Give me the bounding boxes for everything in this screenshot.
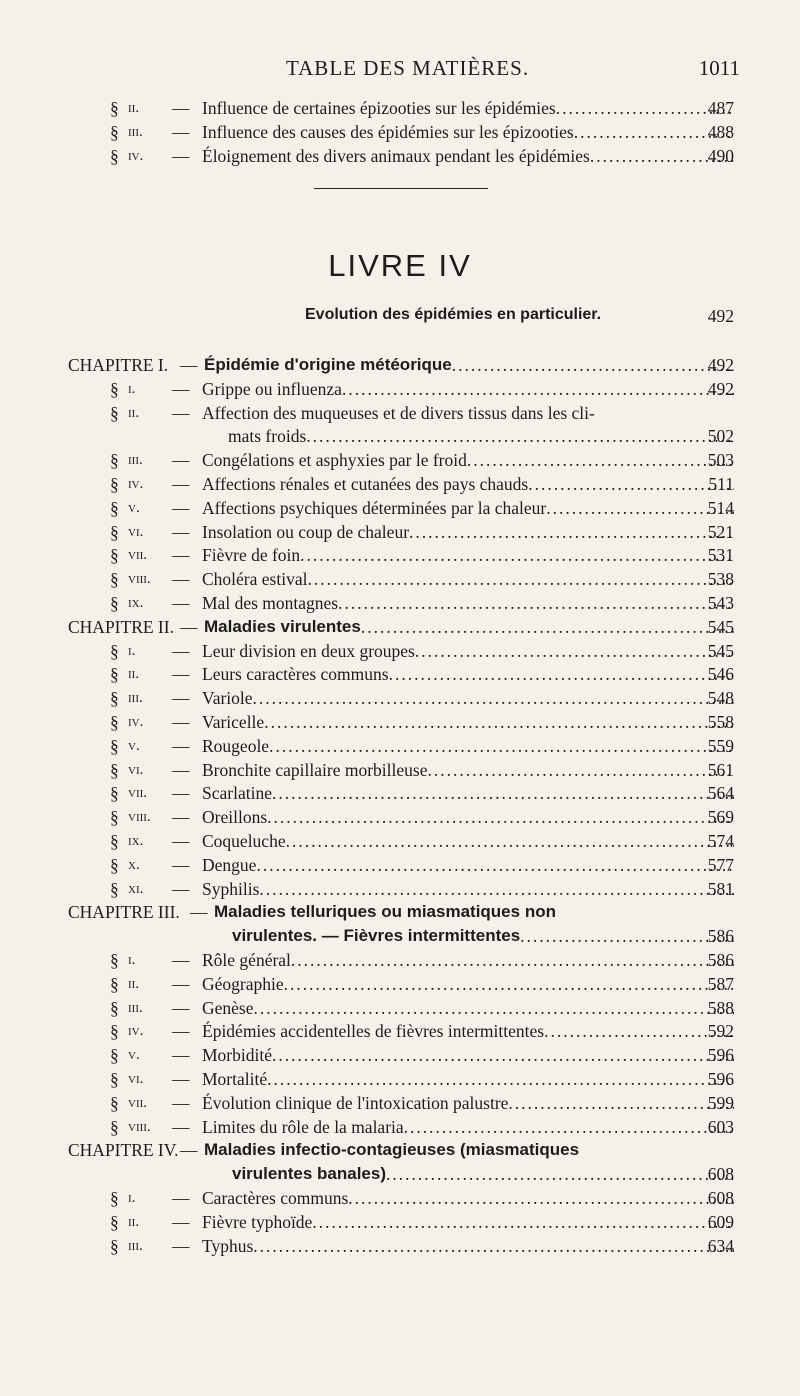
- section-sign: §: [110, 402, 119, 423]
- section-page: 514: [707, 497, 734, 518]
- section-sign: §: [110, 1092, 119, 1113]
- section-sign: §: [110, 569, 119, 590]
- section-page: 546: [707, 664, 734, 685]
- section-page: 538: [707, 569, 734, 590]
- section-title: Influence de certaines épizooties sur les épidémies: [202, 98, 556, 118]
- section-page: 511: [708, 474, 734, 494]
- chapter-page: 586: [707, 926, 734, 947]
- chapter-title: Maladies telluriques ou miasmatiques non: [214, 902, 556, 922]
- section-page: 596: [707, 1045, 734, 1066]
- section-number: i.: [128, 380, 136, 397]
- section-page: 586: [707, 950, 734, 970]
- section-title: Syphilis: [202, 878, 260, 899]
- section-number: iii.: [128, 1237, 143, 1254]
- section-title: Congélations et asphyxies par le froid: [202, 450, 467, 471]
- section-number: vi.: [128, 761, 144, 778]
- section-page: 596: [707, 1069, 734, 1089]
- chapter-page: 492: [707, 355, 734, 375]
- section-sign: §: [110, 1069, 119, 1089]
- section-title: Genèse: [202, 997, 254, 1018]
- section-page: 603: [707, 1116, 734, 1137]
- section-sign: §: [110, 759, 119, 780]
- section-sign: §: [110, 854, 119, 875]
- section-title: Affection des muqueuses et de divers tissus dans les cli-: [202, 402, 595, 423]
- section-number: i.: [128, 1190, 136, 1206]
- section-sign: §: [110, 1116, 119, 1137]
- section-number: iii.: [128, 124, 143, 140]
- section-page: 490: [707, 146, 734, 166]
- section-number: x.: [128, 856, 140, 873]
- section-sign: §: [110, 474, 119, 494]
- section-sign: §: [110, 545, 119, 566]
- chapter-label: CHAPITRE IV.: [68, 1140, 179, 1161]
- section-number: vi.: [128, 523, 144, 540]
- section-number: i.: [128, 952, 136, 968]
- section-title: Fièvre typhoïde: [202, 1211, 313, 1232]
- section-page: 574: [707, 831, 734, 851]
- section-number: v.: [128, 1047, 140, 1064]
- section-title: Choléra estival: [202, 569, 308, 590]
- section-title: Éloignement des divers animaux pendant les épidémies: [202, 146, 590, 166]
- section-number: iii.: [128, 999, 143, 1016]
- section-sign: §: [110, 497, 119, 518]
- section-title: Limites du rôle de la malaria: [202, 1116, 404, 1137]
- section-number: ii.: [128, 1213, 140, 1230]
- section-sign: §: [110, 831, 119, 851]
- chapter-title: Épidémie d'origine météorique: [204, 355, 452, 374]
- section-page: 558: [707, 712, 734, 732]
- livre-title: LIVRE IV: [328, 248, 472, 283]
- section-sign: §: [110, 450, 119, 471]
- section-title: Coqueluche: [202, 831, 286, 851]
- section-page: 488: [707, 122, 734, 142]
- section-title: Dengue: [202, 854, 257, 875]
- section-page: 564: [707, 783, 734, 804]
- section-sign: §: [110, 98, 119, 118]
- chapter-title: Maladies virulentes: [204, 616, 361, 636]
- section-number: viii.: [128, 571, 151, 588]
- section-page: 634: [707, 1235, 734, 1256]
- section-sign: §: [110, 593, 119, 613]
- section-sign: §: [110, 712, 119, 732]
- section-title: Leurs caractères communs: [202, 664, 389, 685]
- section-sign: §: [110, 783, 119, 804]
- section-page: 543: [707, 593, 734, 613]
- section-title-continued: mats froids: [228, 426, 307, 447]
- section-sign: §: [110, 688, 119, 709]
- section-sign: §: [110, 664, 119, 685]
- section-sign: §: [110, 521, 119, 542]
- section-number: ix.: [128, 595, 144, 611]
- section-sign: §: [110, 997, 119, 1018]
- section-number: viii.: [128, 1118, 151, 1135]
- section-title: Mal des montagnes: [202, 593, 339, 613]
- running-head-title: TABLE DES MATIÈRES.: [286, 56, 530, 80]
- section-sign: §: [110, 1021, 119, 1042]
- section-page: 569: [707, 807, 734, 828]
- section-page: 559: [707, 735, 734, 756]
- section-title: Épidémies accidentelles de fièvres intermittentes: [202, 1021, 545, 1042]
- section-number: vii.: [128, 1094, 148, 1111]
- section-page: 487: [707, 98, 734, 118]
- section-sign: §: [110, 973, 119, 994]
- section-number: viii.: [128, 809, 151, 826]
- section-title: Varicelle: [202, 712, 265, 732]
- section-title: Rôle général: [202, 950, 291, 970]
- section-page: 599: [707, 1092, 734, 1113]
- section-page: 588: [707, 997, 734, 1018]
- section-number: vii.: [128, 547, 148, 564]
- section-number: vii.: [128, 785, 148, 802]
- section-number: iv.: [128, 714, 144, 730]
- section-page: 592: [707, 1021, 734, 1042]
- section-title: Morbidité: [202, 1045, 272, 1066]
- section-page: 561: [707, 759, 734, 780]
- section-title: Typhus: [202, 1235, 254, 1256]
- section-sign: §: [110, 807, 119, 828]
- section-sign: §: [110, 1211, 119, 1232]
- section-number: ii.: [128, 404, 140, 421]
- section-page: 609: [707, 1211, 734, 1232]
- section-title: Grippe ou influenza: [202, 378, 342, 399]
- section-title: Bronchite capillaire morbilleuse: [202, 759, 428, 780]
- section-title: Variole: [202, 688, 253, 709]
- section-title: Affections psychiques déterminées par la chaleur: [202, 497, 547, 518]
- section-number: v.: [128, 499, 140, 516]
- section-sign: §: [110, 146, 119, 166]
- livre-page: 492: [707, 306, 734, 326]
- section-number: iv.: [128, 148, 144, 164]
- divider-rule: [314, 188, 488, 189]
- section-number: iii.: [128, 452, 143, 469]
- section-number: ii.: [128, 100, 140, 116]
- section-title: Géographie: [202, 973, 284, 994]
- section-sign: §: [110, 1045, 119, 1066]
- chapter-title: Maladies infectio-contagieuses (miasmatiques: [204, 1140, 580, 1160]
- section-title: Scarlatine: [202, 783, 272, 804]
- section-number: iv.: [128, 476, 144, 492]
- section-page: 502: [707, 426, 734, 447]
- section-title: Caractères communs: [202, 1188, 349, 1208]
- section-title: Évolution clinique de l'intoxication palustre: [202, 1092, 509, 1113]
- chapter-title-continued: virulentes banales): [232, 1164, 387, 1184]
- section-number: ix.: [128, 833, 144, 849]
- section-page: 548: [707, 688, 734, 709]
- section-sign: §: [110, 950, 119, 970]
- section-title: Oreillons: [202, 807, 268, 828]
- chapter-label: CHAPITRE I.: [68, 355, 169, 375]
- section-title: Affections rénales et cutanées des pays chauds: [202, 474, 529, 494]
- section-page: 503: [707, 450, 734, 471]
- book-page: TABLE DES MATIÈRES. 1011 § ii. — Influence de certaines épizooties sur les épidémies ..... 487 § iii. — Influence des causes des épidémies sur les épizooties ..... 488 § iv. — Éloignement des divers animaux pendant les épidémies ..... 490 LIVRE IV Evolution des épidémies en particulier. 492 CHAPITRE I. — Épidémie d'origine météorique ..... 492 § i. — Grippe ou influenza ..... 492 § ii. — Affection des muqueuses et de divers tissus dans les cli- mats froids ..... 502 § iii. — Congélations et asphyxies par le froid ..... 503 § iv. — Affections rénales et cutanées des pays chauds ..... 511 § v. — Affections psychiques déterminées par la chaleur ..... 514 § vi. — Insolation ou coup de chaleur ..... 521 § vii. — Fièvre de foin ..... 531 § viii. — Choléra estival ..... 538 § ix. — Mal des montagnes ..... 543 CHAPITRE II. — Maladies virulentes ..... 545 § i. — Leur division en deux groupes ..... 545 § ii. — Leurs caractères communs ..... 546 § iii. — Variole ..... 548 § iv. — Varicelle ..... 558 § v. — Rougeole ..... 559 § vi. — Bronchite capillaire morbilleuse ..... 561 § vii. — Scarlatine ..... 564 § viii. — Oreillons ..... 569 § ix. — Coqueluche ..... 574 § x. — Dengue ..... 577 § xi. — Syphilis ..... 581 CHAPITRE III. — Maladies telluriques ou miasmatiques non virulentes. — Fièvres intermittentes ..... 586 § i. — Rôle général ..... 586 § ii. — Géographie ..... 587 § iii. — Genèse ..... 588 § iv. — Épidémies accidentelles de fièvres intermittentes ..... 592 § v. — Morbidité ..... 596 § vi. — Mortalité ..... 596 § vii. — Évolution clinique de l'intoxication palustre ..... 599 § viii. — Limites du rôle de la malaria ..... 603 CHAPITRE IV. — Maladies infectio-contagieuses (miasmatiques virulentes banales) ..... 608 § i. — Caractères communs ..... 608 § ii. — Fièvre typhoïde ..... 609 § iii. — Typhus ..... 634: [0, 0, 800, 1396]
- section-page: 545: [707, 640, 734, 661]
- chapter-label: CHAPITRE II.: [68, 616, 174, 637]
- section-page: 531: [707, 545, 734, 566]
- section-page: 587: [707, 973, 734, 994]
- section-number: xi.: [128, 880, 144, 897]
- section-title: Leur division en deux groupes: [202, 640, 415, 661]
- chapter-page: 608: [707, 1164, 734, 1185]
- section-page: 521: [707, 521, 734, 542]
- chapter-page: 545: [707, 616, 734, 637]
- page-number: 1011: [698, 56, 740, 80]
- section-number: ii.: [128, 975, 140, 992]
- section-sign: §: [110, 735, 119, 756]
- section-number: i.: [128, 642, 136, 659]
- section-title: Mortalité: [202, 1069, 268, 1089]
- section-sign: §: [110, 640, 119, 661]
- section-number: iv.: [128, 1023, 144, 1040]
- livre-subtitle: Evolution des épidémies en particulier.: [305, 306, 602, 323]
- section-page: 581: [707, 878, 734, 899]
- section-title: Insolation ou coup de chaleur: [202, 521, 410, 542]
- section-page: 492: [707, 378, 734, 399]
- section-number: v.: [128, 737, 140, 754]
- section-number: vi.: [128, 1071, 144, 1087]
- section-sign: §: [110, 1235, 119, 1256]
- section-page: 608: [707, 1188, 734, 1208]
- chapter-title-continued: virulentes. — Fièvres intermittentes: [232, 926, 521, 946]
- section-number: ii.: [128, 666, 140, 683]
- chapter-label: CHAPITRE III.: [68, 902, 180, 923]
- running-head: [0, 56, 800, 82]
- section-title: Fièvre de foin: [202, 545, 301, 566]
- section-sign: §: [110, 878, 119, 899]
- section-sign: §: [110, 1188, 119, 1208]
- section-page: 577: [707, 854, 734, 875]
- section-number: iii.: [128, 690, 143, 707]
- section-title: Influence des causes des épidémies sur les épizooties: [202, 122, 574, 142]
- section-title: Rougeole: [202, 735, 270, 756]
- section-sign: §: [110, 122, 119, 142]
- section-sign: §: [110, 378, 119, 399]
